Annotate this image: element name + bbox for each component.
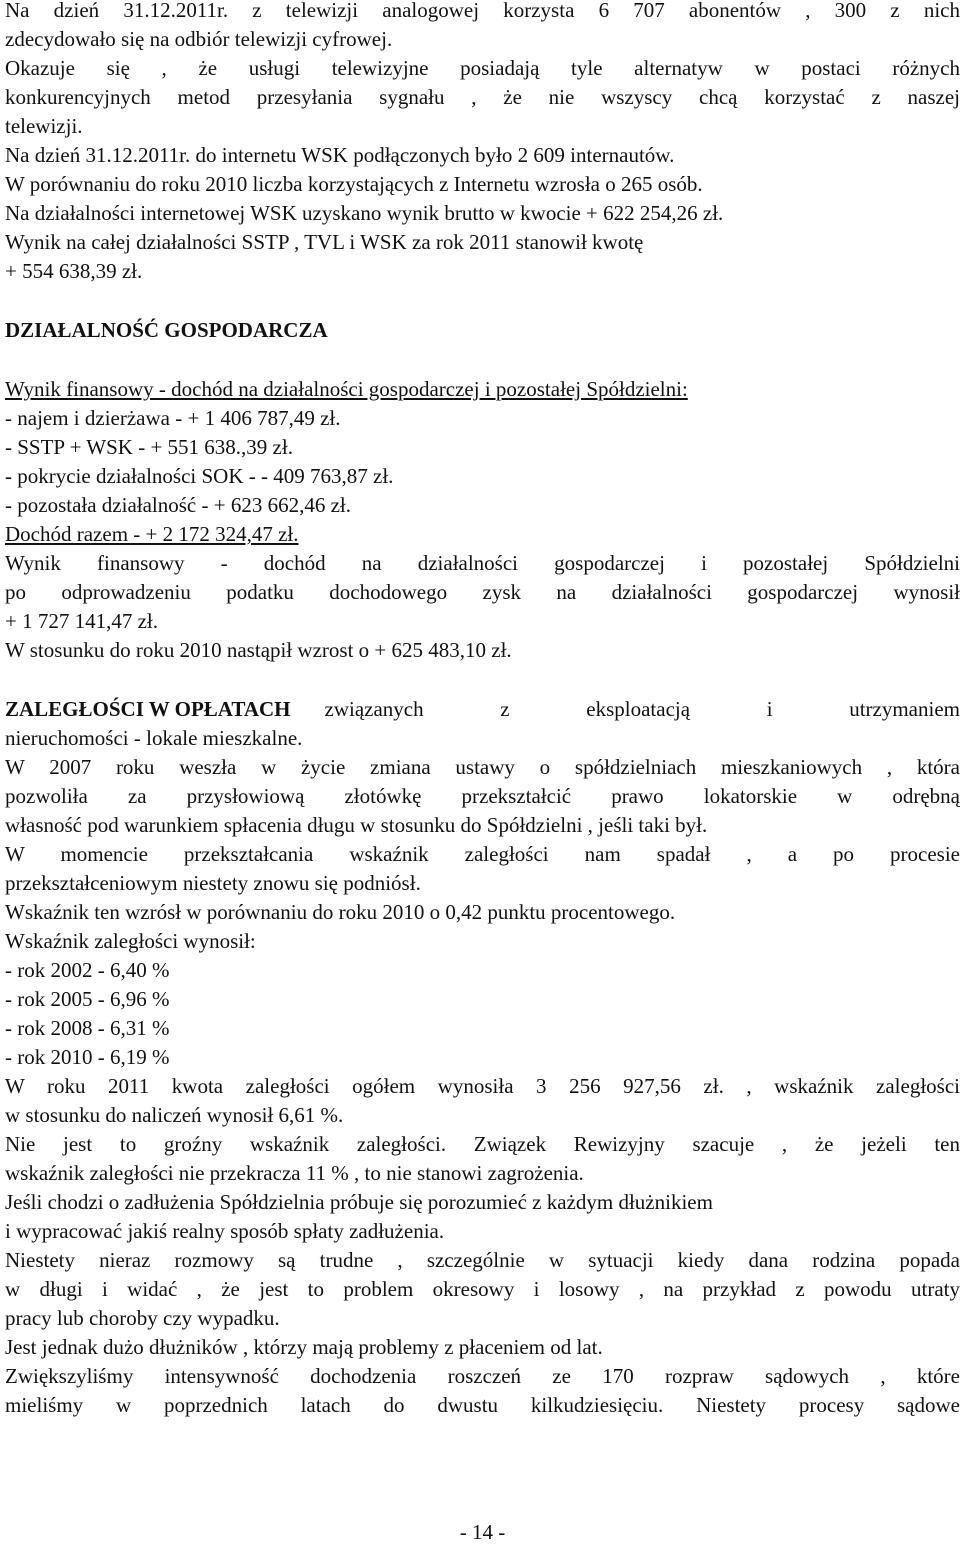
paragraph-line: pracy lub choroby czy wypadku.	[5, 1306, 280, 1330]
section-heading-zaleglosci	[5, 695, 960, 724]
paragraph-line: W 2007 roku weszła w życie zmiana ustawy o spółdzielniach mieszkaniowych , która	[5, 755, 960, 779]
paragraph-line: w długi i widać , że jest to problem okresowy i losowy , na przykład z powodu utraty	[5, 1277, 960, 1301]
paragraph-line: W porównaniu do roku 2010 liczba korzystających z Internetu wzrosła o 265 osób.	[5, 172, 703, 196]
paragraph-line: pozwoliła za przysłowiową złotówkę przekształcić prawo lokatorskie w odrębną	[5, 784, 960, 808]
paragraph-line: Wskaźnik ten wzrósł w porównaniu do roku 2010 o 0,42 punktu procentowego.	[5, 900, 676, 924]
paragraph-line: przekształceniowym niestety znowu się podniósł.	[5, 871, 421, 895]
list-item: - najem i dzierżawa - + 1 406 787,49 zł.	[5, 406, 341, 430]
paragraph-line: W roku 2011 kwota zaległości ogółem wynosiła 3 256 927,56 zł. , wskaźnik zaległości	[5, 1074, 960, 1098]
paragraph-line: Jest jednak dużo dłużników , którzy mają problemy z płaceniem od lat.	[5, 1335, 603, 1359]
paragraph-line: Niestety nieraz rozmowy są trudne , szczególnie w sytuacji kiedy dana rodzina popada	[5, 1248, 960, 1272]
paragraph-line: Na dzień 31.12.2011r. z telewizji analogowej korzysta 6 707 abonentów , 300 z nich	[5, 0, 960, 22]
list-item: - pozostała działalność - + 623 662,46 zł.	[5, 493, 351, 517]
section-heading-zaleglosci-bold: ZALEGŁOŚCI W OPŁATACH	[5, 697, 291, 721]
paragraph-line: własność pod warunkiem spłacenia długu w stosunku do Spółdzielni , jeśli taki był.	[5, 813, 708, 837]
paragraph-line: Nie jest to groźny wskaźnik zaległości. Związek Rewizyjny szacuje , że jeżeli ten	[5, 1132, 960, 1156]
list-item: - rok 2005 - 6,96 %	[5, 987, 170, 1011]
paragraph-line: W stosunku do roku 2010 nastąpił wzrost o + 625 483,10 zł.	[5, 638, 512, 662]
paragraph-line: w stosunku do naliczeń wynosił 6,61 %.	[5, 1103, 344, 1127]
paragraph-line: Wskaźnik zaległości wynosił:	[5, 929, 256, 953]
document-page	[5, 0, 960, 1543]
section-heading-dzialalnosc-gospodarcza: DZIAŁALNOŚĆ GOSPODARCZA	[5, 318, 328, 342]
paragraph-line: Zwiększyliśmy intensywność dochodzenia roszczeń ze 170 rozpraw sądowych , które	[5, 1364, 960, 1388]
paragraph-line: wskaźnik zaległości nie przekracza 11 % , to nie stanowi zagrożenia.	[5, 1161, 584, 1185]
paragraph-line: zdecydowało się na odbiór telewizji cyfrowej.	[5, 27, 393, 51]
paragraph-line: i wypracować jakiś realny sposób spłaty zadłużenia.	[5, 1219, 445, 1243]
page-number: - 14 -	[459, 1520, 506, 1544]
paragraph-line: Na działalności internetowej WSK uzyskano wynik brutto w kwocie + 622 254,26 zł.	[5, 201, 724, 225]
income-total-line: Dochód razem - + 2 172 324,47 zł.	[5, 522, 299, 546]
paragraph-line: Wynik finansowy - dochód na działalności gospodarczej i pozostałej Spółdzielni	[5, 551, 960, 575]
list-item: - rok 2010 - 6,19 %	[5, 1045, 170, 1069]
list-item: - pokrycie działalności SOK - - 409 763,87 zł.	[5, 464, 394, 488]
list-item: - rok 2008 - 6,31 %	[5, 1016, 170, 1040]
paragraph-line: telewizji.	[5, 114, 83, 138]
paragraph-line: po odprowadzeniu podatku dochodowego zysk na działalności gospodarczej wynosił	[5, 580, 960, 604]
section-heading-zaleglosci-rest: związanych z eksploatacją i utrzymaniem	[324, 697, 960, 721]
paragraph-line: W momencie przekształcania wskaźnik zaległości nam spadał , a po procesie	[5, 842, 960, 866]
list-item: - SSTP + WSK - + 551 638.,39 zł.	[5, 435, 293, 459]
paragraph-line: + 554 638,39 zł.	[5, 259, 143, 283]
paragraph-line: nieruchomości - lokale mieszkalne.	[5, 726, 303, 750]
paragraph-line: + 1 727 141,47 zł.	[5, 609, 158, 633]
paragraph-line: Jeśli chodzi o zadłużenia Spółdzielnia próbuje się porozumieć z każdym dłużnikiem	[5, 1190, 713, 1214]
paragraph-line: Okazuje się , że usługi telewizyjne posiadają tyle alternatyw w postaci różnych	[5, 56, 960, 80]
paragraph-line: mieliśmy w poprzednich latach do dwustu kilkudziesięciu. Niestety procesy sądowe	[5, 1393, 960, 1417]
paragraph-line: Wynik finansowy - dochód na działalności gospodarczej i pozostałej Spółdzielni:	[5, 377, 688, 401]
paragraph-line: Wynik na całej działalności SSTP , TVL i WSK za rok 2011 stanowił kwotę	[5, 230, 644, 254]
list-item: - rok 2002 - 6,40 %	[5, 958, 170, 982]
paragraph-line: Na dzień 31.12.2011r. do internetu WSK podłączonych było 2 609 internautów.	[5, 143, 675, 167]
paragraph-line: konkurencyjnych metod przesyłania sygnału , że nie wszyscy chcą korzystać z naszej	[5, 85, 960, 109]
